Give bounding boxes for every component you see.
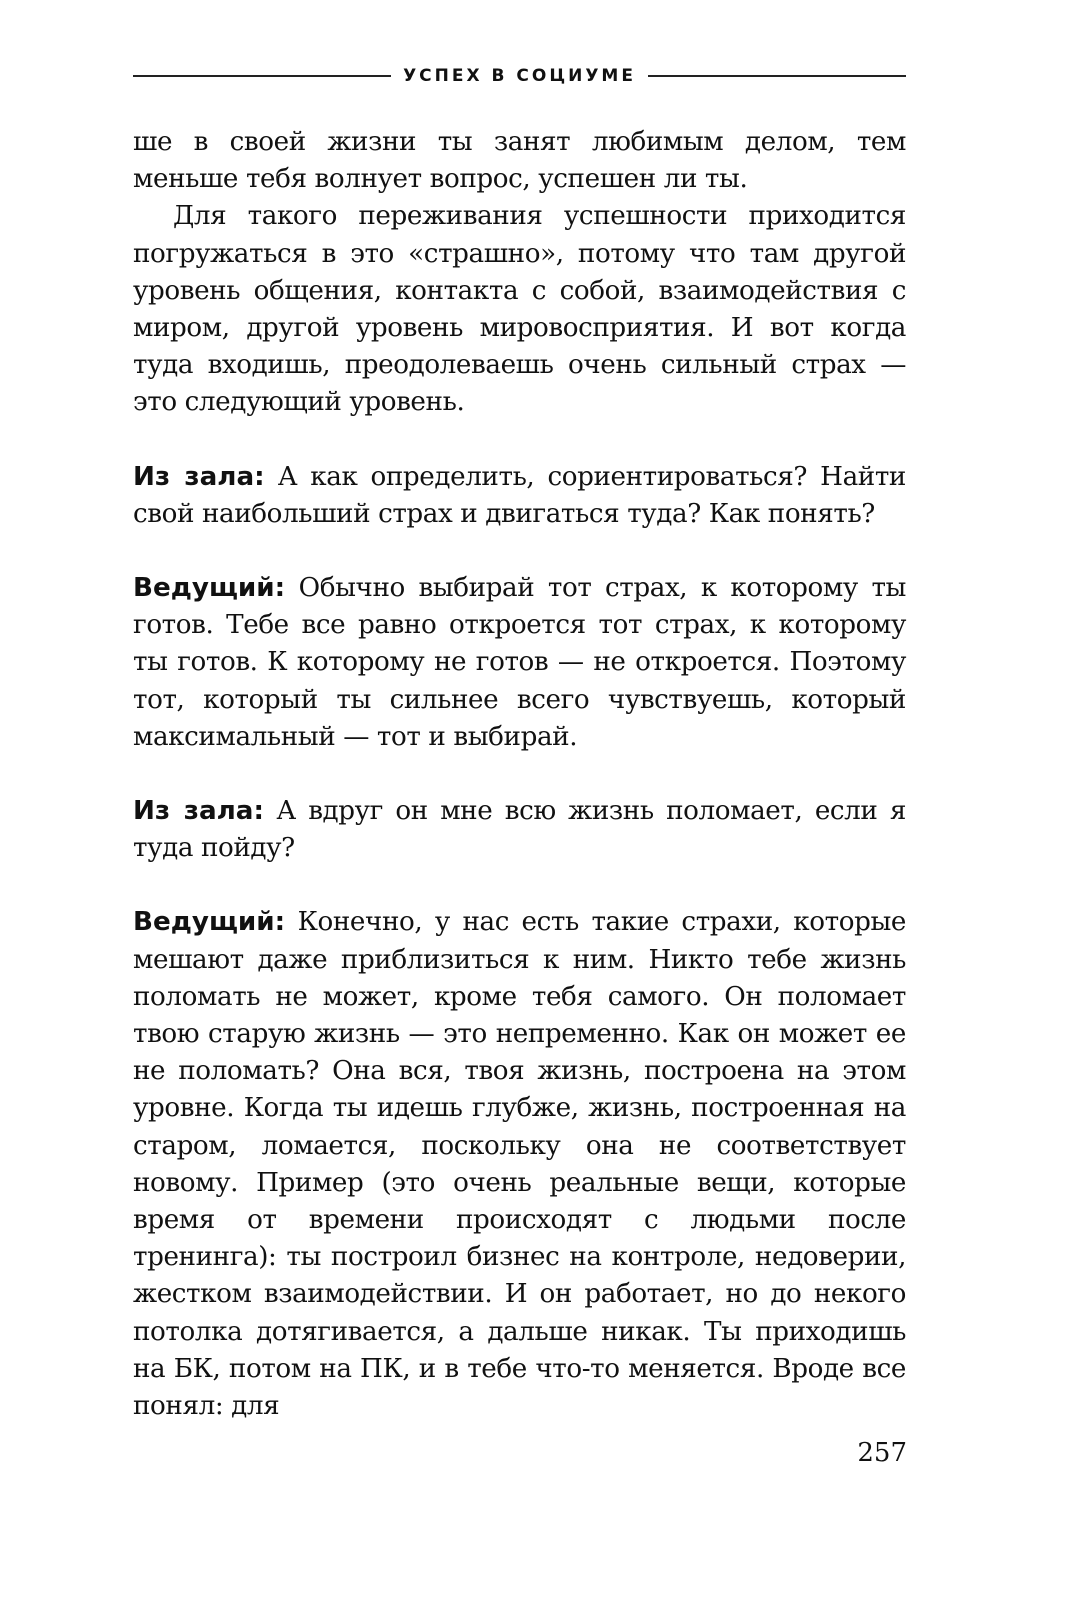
dialogue-entry (133, 904, 906, 1425)
speaker-label: Из зала: (133, 461, 265, 492)
speaker-label: Ведущий: (133, 907, 286, 938)
speaker-label: Из зала: (133, 796, 264, 827)
dialogue-entry (133, 459, 906, 533)
header-rule-left (133, 75, 391, 77)
dialogue-entry (133, 570, 906, 756)
running-title: УСПЕХ В СОЦИУМЕ (403, 66, 636, 86)
page-body (133, 124, 906, 1425)
header-rule-right (648, 75, 906, 77)
dialogue-text: Обычно выбирай тот страх, к которому ты готов. Тебе все равно откроется тот страх, к которому ты готов. К которому не готов — не откроется. Поэтому тот, который ты сильнее всего чувствуешь, который максимальный — тот и выбирай. (133, 573, 906, 752)
dialogue-text: А как определить, сориентироваться? Найти свой наибольший страх и двигаться туда? Как понять? (133, 461, 906, 529)
dialogue-entry (133, 793, 906, 867)
running-header (133, 58, 906, 94)
dialogue-text: Конечно, у нас есть такие страхи, которые мешают даже приблизиться к ним. Никто тебе жизнь поломать не может, кроме тебя самого. Он поломает твою старую жизнь — это непременно. Как он может ее не поломать? Она вся, твоя жизнь, построена на этом уровне. Когда ты идешь глубже, жизнь, построенная на старом, ломается, поскольку она не соответствует новому. Пример (это очень реальные вещи, которые время от времени происходят с людьми после тренинга): ты построил бизнес на контроле, недоверии, жестком взаимодействии. И он работает, но до некого потолка дотягивается, а дальше никак. Ты приходишь на БК, потом на ПК, и в тебе что-то меняется. Вроде все понял: для (133, 907, 906, 1422)
paragraph: Для такого переживания успешности приходится погружаться в это «страшно», потому что там другой уровень общения, контакта с собой, взаимодействия с миром, другой уровень мировосприятия. И вот когда туда входишь, преодолеваешь очень сильный страх — это следующий уровень. (133, 201, 906, 418)
paragraph-continued: ше в своей жизни ты занят любимым делом, тем меньше тебя волнует вопрос, успешен ли ты. (133, 127, 906, 195)
page-number: 257 (857, 1438, 907, 1468)
speaker-label: Ведущий: (133, 573, 286, 604)
dialogue-text: А вдруг он мне всю жизнь поломает, если я туда пойду? (133, 796, 907, 864)
